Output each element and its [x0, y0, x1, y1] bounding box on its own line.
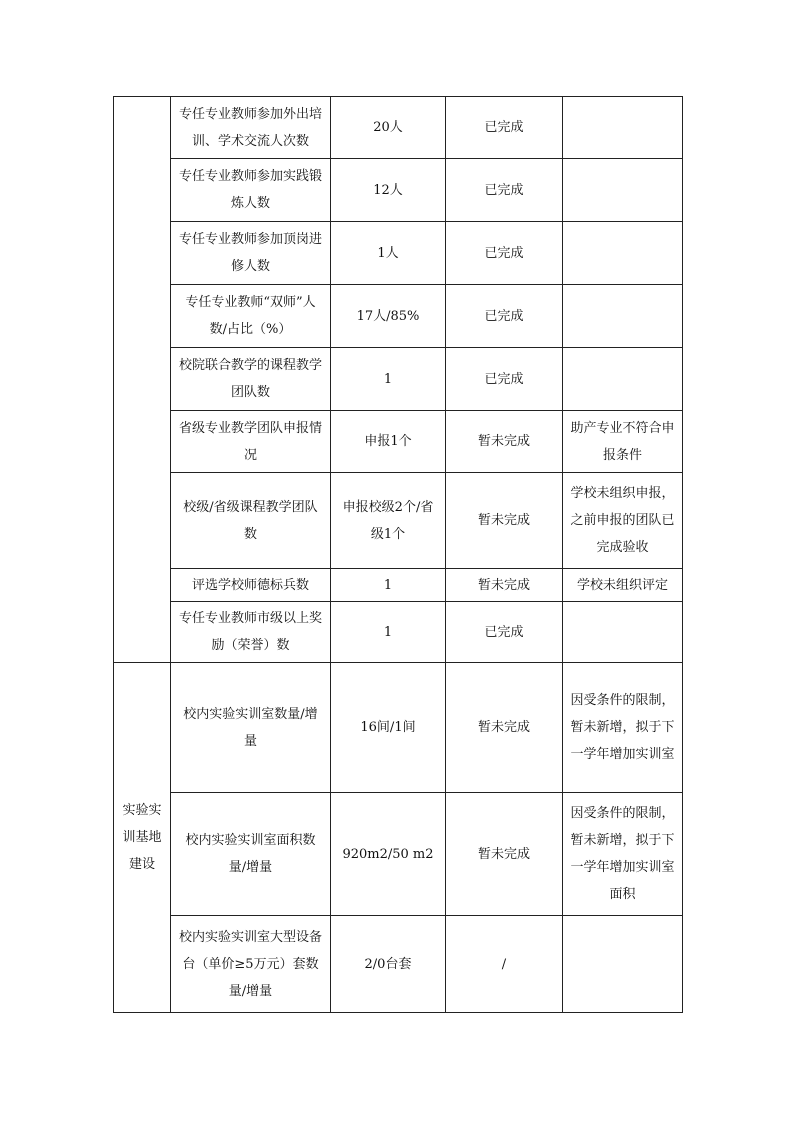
status-cell: 暂未完成 [446, 569, 563, 602]
target-cell: 17人/85% [331, 285, 446, 348]
item-cell: 省级专业教学团队申报情况 [171, 411, 331, 473]
item-cell: 专任专业教师参加外出培训、学术交流人次数 [171, 97, 331, 159]
note-cell [563, 97, 683, 159]
target-cell: 1 [331, 602, 446, 663]
table-row [114, 793, 683, 916]
status-cell: 已完成 [446, 602, 563, 663]
target-cell: 申报校级2个/省级1个 [331, 473, 446, 569]
target-cell: 1人 [331, 222, 446, 285]
target-cell: 16间/1间 [331, 663, 446, 793]
status-cell: 已完成 [446, 222, 563, 285]
target-cell: 12人 [331, 159, 446, 222]
target-cell: 1 [331, 569, 446, 602]
table-row [114, 916, 683, 1013]
table-row [114, 569, 683, 602]
note-cell: 因受条件的限制，暂未新增，拟于下一学年增加实训室 [563, 663, 683, 793]
table-row [114, 348, 683, 411]
item-cell: 校内实验实训室大型设备台（单价≥5万元）套数量/增量 [171, 916, 331, 1013]
item-cell: 校院联合教学的课程教学团队数 [171, 348, 331, 411]
item-cell: 校内实验实训室面积数量/增量 [171, 793, 331, 916]
note-cell [563, 222, 683, 285]
target-cell: 20人 [331, 97, 446, 159]
item-cell: 校级/省级课程教学团队数 [171, 473, 331, 569]
item-cell: 评选学校师德标兵数 [171, 569, 331, 602]
category-cell-2: 实验实训基地建设 [114, 663, 171, 1013]
category-cell-1 [114, 97, 171, 663]
status-cell: 暂未完成 [446, 793, 563, 916]
table-row [114, 411, 683, 473]
note-cell [563, 285, 683, 348]
note-cell [563, 159, 683, 222]
table-row [114, 97, 683, 159]
target-cell: 920m2/50 m2 [331, 793, 446, 916]
item-cell: 专任专业教师参加顶岗进修人数 [171, 222, 331, 285]
item-cell: 专任专业教师参加实践锻炼人数 [171, 159, 331, 222]
note-cell: 学校未组织申报，之前申报的团队已完成验收 [563, 473, 683, 569]
table-row [114, 473, 683, 569]
table-row [114, 285, 683, 348]
table-row [114, 663, 683, 793]
status-cell: 暂未完成 [446, 663, 563, 793]
status-cell: 暂未完成 [446, 411, 563, 473]
progress-table [113, 96, 683, 1013]
item-cell: 专任专业教师市级以上奖励（荣誉）数 [171, 602, 331, 663]
status-cell: 已完成 [446, 97, 563, 159]
table-row [114, 222, 683, 285]
table-row [114, 159, 683, 222]
note-cell [563, 916, 683, 1013]
status-cell: 已完成 [446, 285, 563, 348]
item-cell: 专任专业教师“双师”人数/占比（%） [171, 285, 331, 348]
note-cell: 因受条件的限制，暂未新增，拟于下一学年增加实训室面积 [563, 793, 683, 916]
note-cell [563, 348, 683, 411]
note-cell: 学校未组织评定 [563, 569, 683, 602]
target-cell: 1 [331, 348, 446, 411]
table-row [114, 602, 683, 663]
note-cell: 助产专业不符合申报条件 [563, 411, 683, 473]
target-cell: 申报1个 [331, 411, 446, 473]
status-cell: / [446, 916, 563, 1013]
status-cell: 暂未完成 [446, 473, 563, 569]
target-cell: 2/0台套 [331, 916, 446, 1013]
status-cell: 已完成 [446, 348, 563, 411]
note-cell [563, 602, 683, 663]
item-cell: 校内实验实训室数量/增量 [171, 663, 331, 793]
status-cell: 已完成 [446, 159, 563, 222]
